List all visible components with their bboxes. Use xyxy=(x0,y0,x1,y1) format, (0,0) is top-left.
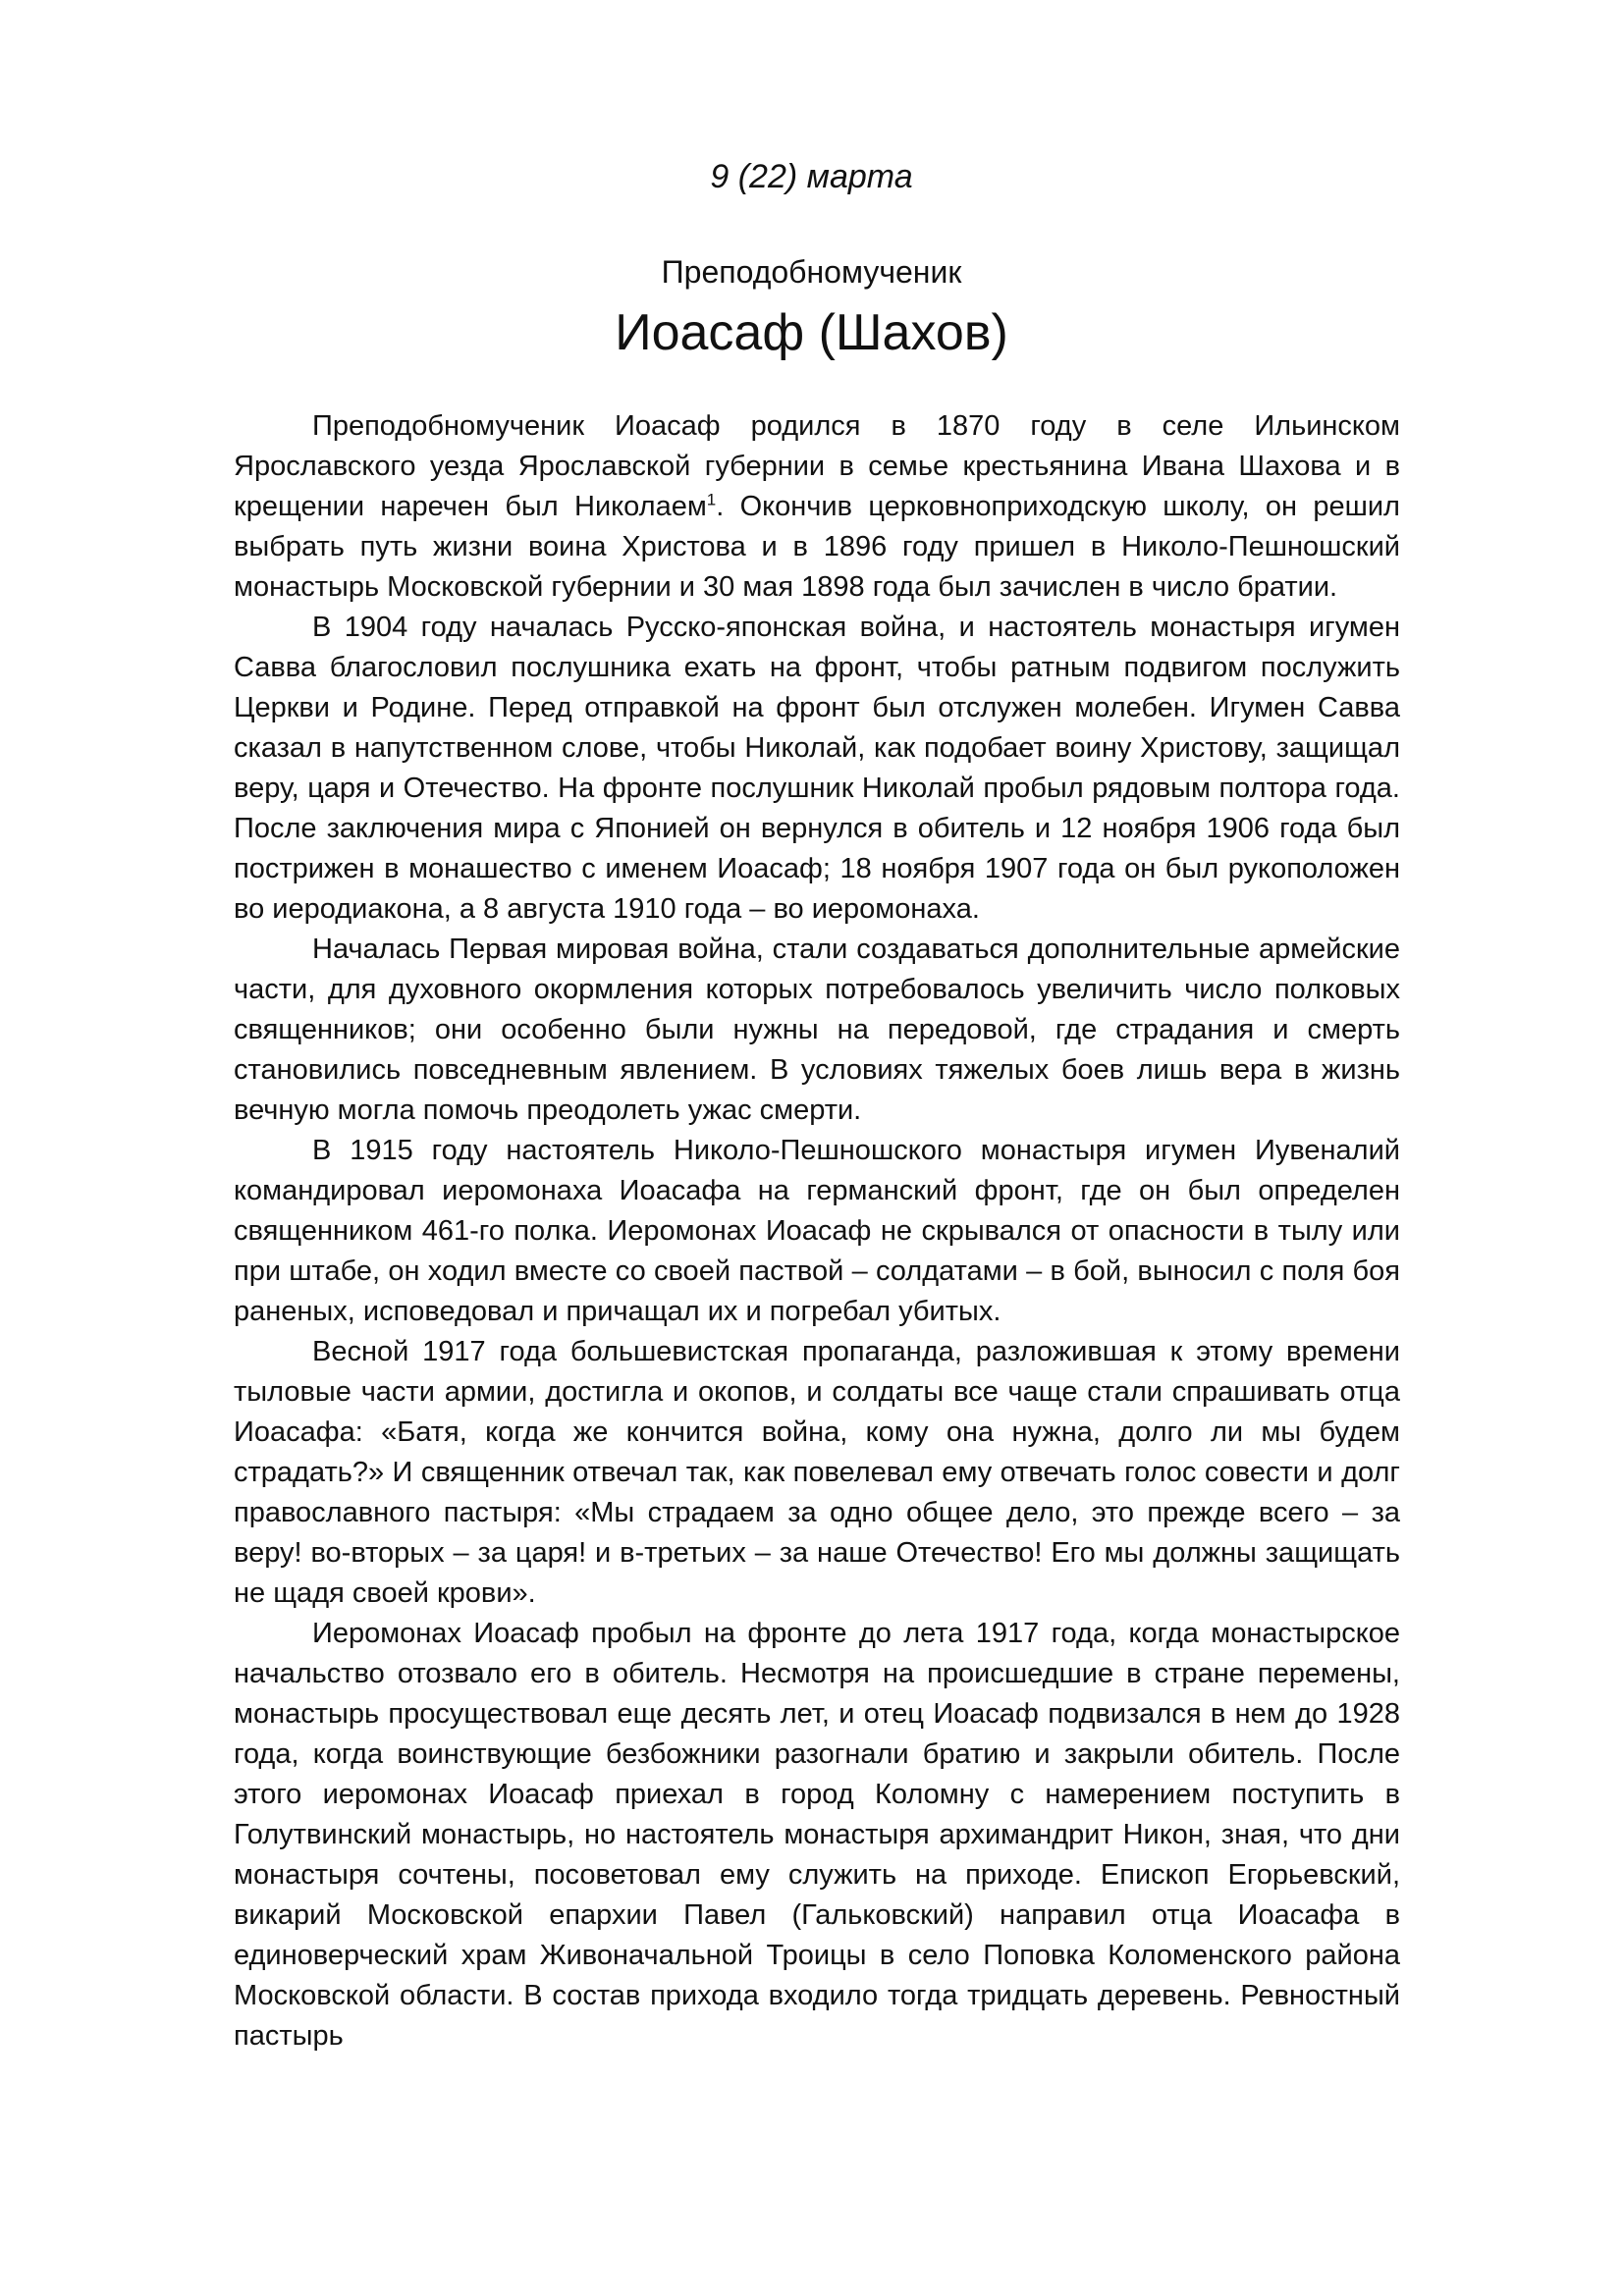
body-text xyxy=(234,406,1400,2056)
paragraph-3: Началась Первая мировая война, стали создаваться дополнительные армейские части, для духовного окормления которых потребовалось увеличить число полковых священников; они особенно были нужны на передовой, где страдания и смерть становились повседневным явлением. В условиях тяжелых боев лишь вера в жизнь вечную могла помочь преодолеть ужас смерти. xyxy=(234,934,1400,1126)
paragraph-5: Весной 1917 года большевистская пропаганда, разложившая к этому времени тыловые части армии, достигла и окопов, и солдаты все чаще стали спрашивать отца Иоасафа: «Батя, когда же кончится война, кому она нужна, долго ли мы будем страдать?» И священник отвечал так, как повелевал ему отвечать голос совести и долг православного пастыря: «Мы страдаем за одно общее дело, это прежде всего – за веру! во-вторых – за царя! и в-третьих – за наше Отечество! Его мы должны защищать не щадя своей крови». xyxy=(234,1336,1400,1609)
paragraph-1-text-start: Преподобномученик Иоасаф родился в 1870 году в селе Ильинском Ярославского уезда Ярославской губернии в семье крестьянина Ивана Шахова и в крещении наречен был Николаем xyxy=(234,410,1400,522)
paragraph-2: В 1904 году началась Русско-японская война, и настоятель монастыря игумен Савва благословил послушника ехать на фронт, чтобы ратным подвигом послужить Церкви и Родине. Перед отправкой на фронт был отслужен молебен. Игумен Савва сказал в напутственном слове, чтобы Николай, как подобает воину Христову, защищал веру, царя и Отечество. На фронте послушник Николай пробыл рядовым полтора года. После заключения мира с Японией он вернулся в обитель и 12 ноября 1906 года был пострижен в монашество с именем Иоасаф; 18 ноября 1907 года он был рукоположен во иеродиакона, а 8 августа 1910 года – во иеромонаха. xyxy=(234,612,1400,925)
paragraph-4: В 1915 году настоятель Николо-Пешношского монастыря игумен Иувеналий командировал иеромонаха Иоасафа на германский фронт, где он был определен священником 461-го полка. Иеромонах Иоасаф не скрывался от опасности в тылу или при штабе, он ходил вместе со своей паствой – солдатами – в бой, выносил с поля боя раненых, исповедовал и причащал их и погребал убитых. xyxy=(234,1135,1400,1327)
paragraph-1 xyxy=(234,406,1400,608)
saint-rank: Преподобномученик xyxy=(661,254,962,290)
page-title: Иоасаф (Шахов) xyxy=(615,304,1008,361)
footnote-marker[interactable]: 1 xyxy=(706,490,717,509)
paragraph-1-text-end: . Окончив церковноприходскую школу, он решил выбрать путь жизни воина Христова и в 1896 году пришел в Николо-Пешношский монастырь Московской губернии и 30 мая 1898 года был зачислен в число братии. xyxy=(234,491,1400,603)
feast-date: 9 (22) марта xyxy=(710,158,913,195)
paragraph-6: Иеромонах Иоасаф пробыл на фронте до лета 1917 года, когда монастырское начальство отозвало его в обитель. Несмотря на происшедшие в стране перемены, монастырь просуществовал еще десять лет, и отец Иоасаф подвизался в нем до 1928 года, когда воинствующие безбожники разогнали братию и закрыли обитель. После этого иеромонах Иоасаф приехал в город Коломну с намерением поступить в Голутвинский монастырь, но настоятель монастыря архимандрит Никон, зная, что дни монастыря сочтены, посоветовал ему служить на приходе. Епископ Егорьевский, викарий Московской епархии Павел (Гальковский) направил отца Иоасафа в единоверческий храм Живоначальной Троицы в село Поповка Коломенского района Московской области. В состав прихода входило тогда тридцать деревень. Ревностный пастырь xyxy=(234,1618,1400,2052)
